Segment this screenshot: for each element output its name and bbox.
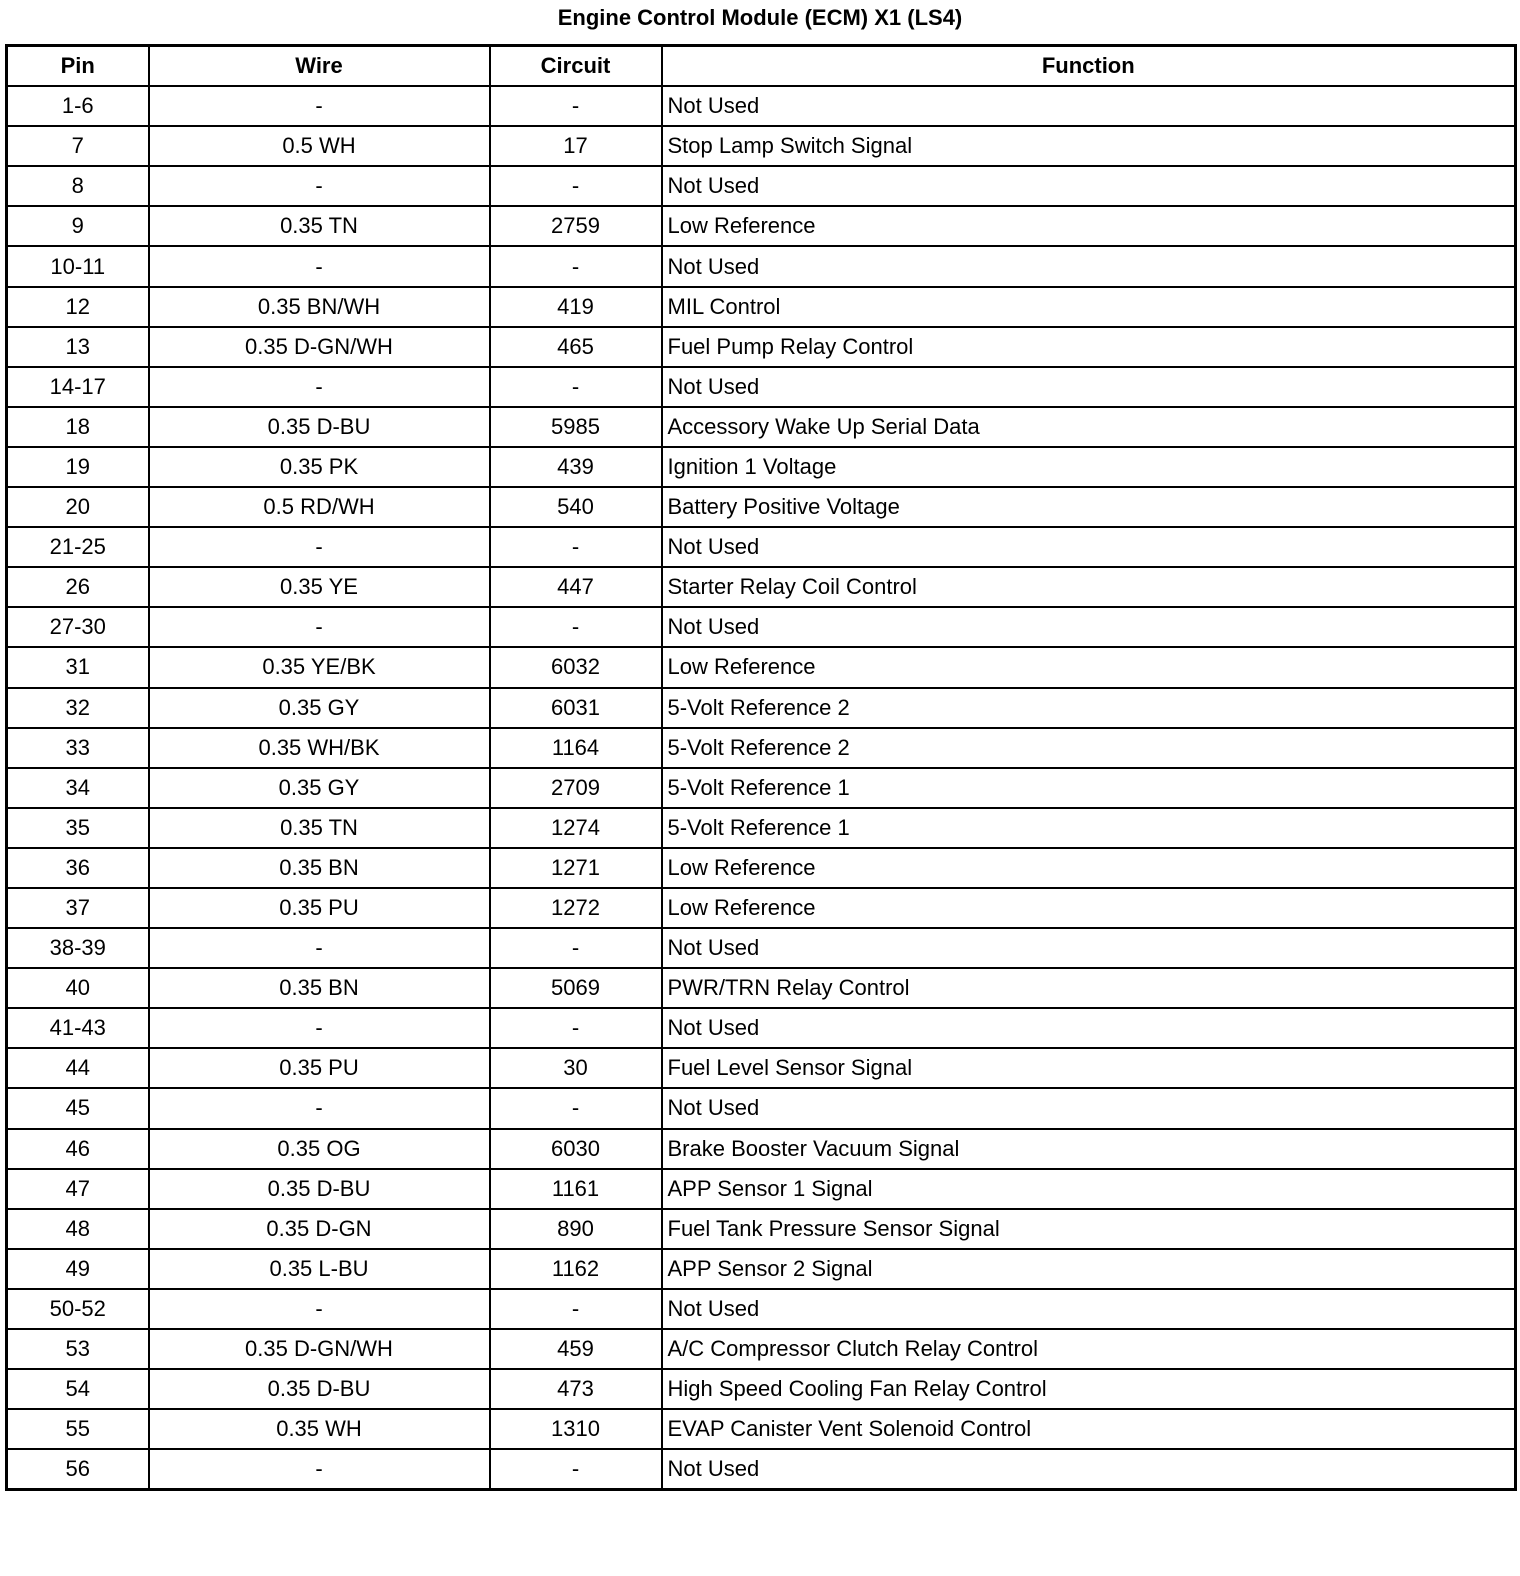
table-row [7,1369,1516,1409]
pin-cell: 13 [7,327,149,367]
table-row [7,728,1516,768]
circuit-cell: 465 [490,327,662,367]
pin-cell: 1-6 [7,86,149,126]
circuit-cell: 1164 [490,728,662,768]
wire-cell: 0.35 D-BU [149,1369,490,1409]
table-row [7,1289,1516,1329]
circuit-cell: 17 [490,126,662,166]
table-row [7,768,1516,808]
table-row [7,607,1516,647]
pin-cell: 38-39 [7,928,149,968]
function-cell: Not Used [662,607,1516,647]
circuit-cell: 2759 [490,206,662,246]
circuit-cell: 1272 [490,888,662,928]
function-cell: Ignition 1 Voltage [662,447,1516,487]
function-cell: A/C Compressor Clutch Relay Control [662,1329,1516,1369]
wire-cell: - [149,1449,490,1490]
wire-cell: 0.35 OG [149,1129,490,1169]
table-row [7,1249,1516,1289]
pin-cell: 26 [7,567,149,607]
circuit-cell: 5985 [490,407,662,447]
table-row [7,407,1516,447]
wire-cell: - [149,527,490,567]
table-row [7,447,1516,487]
pin-cell: 54 [7,1369,149,1409]
pin-cell: 31 [7,647,149,687]
table-row [7,1449,1516,1490]
table-row [7,166,1516,206]
circuit-cell: 6032 [490,647,662,687]
function-cell: Low Reference [662,206,1516,246]
wire-cell: 0.35 BN [149,848,490,888]
table-row [7,126,1516,166]
column-header-function: Function [662,46,1516,87]
wire-cell: 0.35 D-GN/WH [149,327,490,367]
table-row [7,327,1516,367]
wire-cell: - [149,1289,490,1329]
circuit-cell: 890 [490,1209,662,1249]
circuit-cell: 1162 [490,1249,662,1289]
circuit-cell: 1271 [490,848,662,888]
page-title: Engine Control Module (ECM) X1 (LS4) [557,5,963,30]
pin-cell: 45 [7,1088,149,1128]
pin-cell: 12 [7,287,149,327]
function-cell: Low Reference [662,888,1516,928]
wire-cell: 0.35 YE [149,567,490,607]
function-cell: 5-Volt Reference 2 [662,688,1516,728]
table-row [7,367,1516,407]
function-cell: Accessory Wake Up Serial Data [662,407,1516,447]
wire-cell: 0.35 TN [149,206,490,246]
function-cell: APP Sensor 2 Signal [662,1249,1516,1289]
function-cell: APP Sensor 1 Signal [662,1169,1516,1209]
pin-cell: 35 [7,808,149,848]
pin-cell: 7 [7,126,149,166]
function-cell: 5-Volt Reference 2 [662,728,1516,768]
table-row [7,246,1516,286]
wire-cell: 0.35 BN/WH [149,287,490,327]
table-header-row [7,46,1516,87]
circuit-cell: 459 [490,1329,662,1369]
circuit-cell: 6031 [490,688,662,728]
table-row [7,206,1516,246]
function-cell: Battery Positive Voltage [662,487,1516,527]
column-header-wire: Wire [149,46,490,87]
wire-cell: 0.35 D-BU [149,1169,490,1209]
circuit-cell: - [490,246,662,286]
function-cell: Not Used [662,527,1516,567]
pin-cell: 18 [7,407,149,447]
circuit-cell: 1274 [490,808,662,848]
table-row [7,86,1516,126]
pin-cell: 14-17 [7,367,149,407]
circuit-cell: - [490,1088,662,1128]
circuit-cell: 1161 [490,1169,662,1209]
circuit-cell: - [490,166,662,206]
table-body [7,86,1516,1490]
wire-cell: 0.35 GY [149,688,490,728]
function-cell: Low Reference [662,848,1516,888]
pin-cell: 49 [7,1249,149,1289]
table-row [7,928,1516,968]
circuit-cell: 419 [490,287,662,327]
pin-cell: 10-11 [7,246,149,286]
table-row [7,1329,1516,1369]
circuit-cell: 2709 [490,768,662,808]
function-cell: Starter Relay Coil Control [662,567,1516,607]
pin-cell: 47 [7,1169,149,1209]
circuit-cell: 439 [490,447,662,487]
wire-cell: 0.35 TN [149,808,490,848]
circuit-cell: - [490,607,662,647]
wire-cell: 0.35 YE/BK [149,647,490,687]
wire-cell: 0.35 PU [149,888,490,928]
function-cell: Not Used [662,1289,1516,1329]
function-cell: Stop Lamp Switch Signal [662,126,1516,166]
pin-cell: 33 [7,728,149,768]
pin-cell: 48 [7,1209,149,1249]
function-cell: Fuel Level Sensor Signal [662,1048,1516,1088]
circuit-cell: - [490,527,662,567]
table-row [7,1409,1516,1449]
wire-cell: - [149,246,490,286]
table-row [7,567,1516,607]
pin-cell: 53 [7,1329,149,1369]
wire-cell: 0.35 D-BU [149,407,490,447]
function-cell: Not Used [662,86,1516,126]
wire-cell: 0.35 GY [149,768,490,808]
table-row [7,1048,1516,1088]
wire-cell: 0.35 WH/BK [149,728,490,768]
pin-cell: 46 [7,1129,149,1169]
pin-cell: 8 [7,166,149,206]
table-row [7,688,1516,728]
circuit-cell: - [490,86,662,126]
column-header-circuit: Circuit [490,46,662,87]
function-cell: MIL Control [662,287,1516,327]
function-cell: Not Used [662,166,1516,206]
wire-cell: - [149,1008,490,1048]
table-row [7,808,1516,848]
circuit-cell: - [490,1449,662,1490]
table-row [7,647,1516,687]
function-cell: 5-Volt Reference 1 [662,808,1516,848]
wire-cell: 0.35 D-GN [149,1209,490,1249]
function-cell: Brake Booster Vacuum Signal [662,1129,1516,1169]
wire-cell: 0.35 WH [149,1409,490,1449]
function-cell: Not Used [662,1449,1516,1490]
circuit-cell: - [490,1289,662,1329]
wire-cell: 0.35 PU [149,1048,490,1088]
circuit-cell: - [490,367,662,407]
pin-cell: 55 [7,1409,149,1449]
wire-cell: 0.35 PK [149,447,490,487]
wire-cell: 0.35 BN [149,968,490,1008]
function-cell: Not Used [662,928,1516,968]
pin-cell: 20 [7,487,149,527]
pin-cell: 40 [7,968,149,1008]
column-header-pin: Pin [7,46,149,87]
wire-cell: 0.5 WH [149,126,490,166]
table-row [7,1129,1516,1169]
table-row [7,848,1516,888]
circuit-cell: 447 [490,567,662,607]
circuit-cell: - [490,1008,662,1048]
table-row [7,1209,1516,1249]
table-row [7,1008,1516,1048]
table-row [7,1169,1516,1209]
wire-cell: - [149,928,490,968]
wire-cell: - [149,367,490,407]
wire-cell: 0.35 D-GN/WH [149,1329,490,1369]
circuit-cell: 473 [490,1369,662,1409]
circuit-cell: 30 [490,1048,662,1088]
pin-cell: 41-43 [7,1008,149,1048]
circuit-cell: 1310 [490,1409,662,1449]
circuit-cell: 6030 [490,1129,662,1169]
pin-cell: 19 [7,447,149,487]
wire-cell: 0.35 L-BU [149,1249,490,1289]
pin-cell: 37 [7,888,149,928]
function-cell: High Speed Cooling Fan Relay Control [662,1369,1516,1409]
function-cell: Not Used [662,1088,1516,1128]
function-cell: Fuel Pump Relay Control [662,327,1516,367]
pin-cell: 21-25 [7,527,149,567]
pin-cell: 9 [7,206,149,246]
wire-cell: 0.5 RD/WH [149,487,490,527]
function-cell: PWR/TRN Relay Control [662,968,1516,1008]
wire-cell: - [149,607,490,647]
pin-cell: 32 [7,688,149,728]
function-cell: 5-Volt Reference 1 [662,768,1516,808]
wire-cell: - [149,1088,490,1128]
table-row [7,888,1516,928]
table-row [7,487,1516,527]
wire-cell: - [149,166,490,206]
table-row [7,968,1516,1008]
table-row [7,287,1516,327]
circuit-cell: 540 [490,487,662,527]
circuit-cell: 5069 [490,968,662,1008]
circuit-cell: - [490,928,662,968]
pin-cell: 56 [7,1449,149,1490]
function-cell: Not Used [662,1008,1516,1048]
function-cell: Not Used [662,367,1516,407]
pin-cell: 27-30 [7,607,149,647]
pinout-table [5,44,1517,1491]
pin-cell: 44 [7,1048,149,1088]
function-cell: EVAP Canister Vent Solenoid Control [662,1409,1516,1449]
pin-cell: 36 [7,848,149,888]
wire-cell: - [149,86,490,126]
table-row [7,1088,1516,1128]
pin-cell: 34 [7,768,149,808]
function-cell: Low Reference [662,647,1516,687]
table-row [7,527,1516,567]
function-cell: Fuel Tank Pressure Sensor Signal [662,1209,1516,1249]
function-cell: Not Used [662,246,1516,286]
pin-cell: 50-52 [7,1289,149,1329]
